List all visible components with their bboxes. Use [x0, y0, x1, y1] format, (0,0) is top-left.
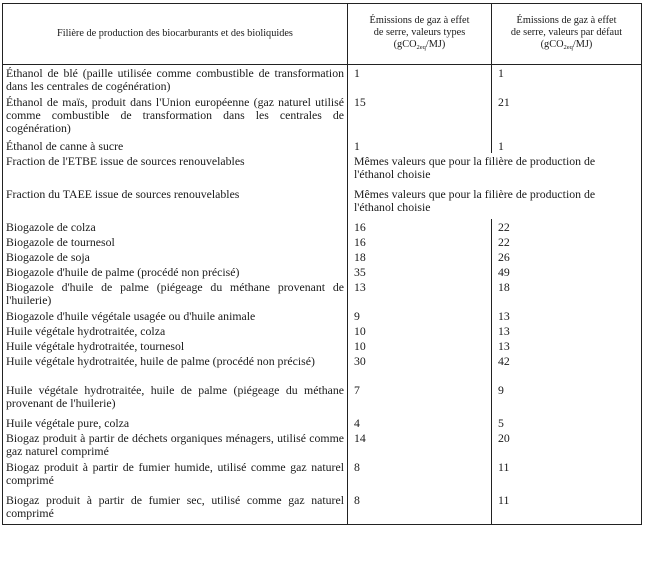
typical-value-cell: 10: [348, 323, 492, 338]
default-value-cell: 21: [492, 94, 642, 138]
pathway-cell: Biogaz produit à partir de fumier humide, utilisé comme gaz naturel comprimé: [3, 459, 348, 492]
unit-sub: 2eq: [563, 43, 573, 51]
table-row: [3, 353, 642, 382]
typical-value-cell: 8: [348, 459, 492, 492]
default-value-cell: 5: [492, 415, 642, 430]
merged-value-cell: Mêmes valeurs que pour la filière de production de l'éthanol choisie: [348, 153, 642, 186]
merged-value-cell: Mêmes valeurs que pour la filière de production de l'éthanol choisie: [348, 186, 642, 219]
table-row: [3, 234, 642, 249]
table-row: [3, 219, 642, 234]
unit-prefix: (gCO: [540, 38, 564, 50]
typical-value-cell: 14: [348, 430, 492, 459]
pathway-cell: Biogazole de soja: [3, 249, 348, 264]
table-row: [3, 323, 642, 338]
pathway-cell: Huile végétale hydrotraitée, huile de palme (procédé non précisé): [3, 353, 348, 382]
header-pathway: Filière de production des biocarburants et des bioliquides: [3, 4, 348, 65]
typical-value-cell: 15: [348, 94, 492, 138]
typical-value-cell: 30: [348, 353, 492, 382]
pathway-cell: Huile végétale pure, colza: [3, 415, 348, 430]
table-row: [3, 430, 642, 459]
default-value-cell: 13: [492, 323, 642, 338]
typical-value-cell: 4: [348, 415, 492, 430]
table-row: [3, 338, 642, 353]
typical-value-cell: 35: [348, 264, 492, 279]
typical-value-cell: 13: [348, 279, 492, 308]
emissions-table: [2, 3, 642, 525]
default-value-cell: 22: [492, 234, 642, 249]
pathway-cell: Biogazole d'huile végétale usagée ou d'huile animale: [3, 308, 348, 323]
default-value-cell: 13: [492, 308, 642, 323]
table-row: [3, 459, 642, 492]
pathway-cell: Éthanol de canne à sucre: [3, 138, 348, 153]
header-typical-unit: [394, 39, 446, 50]
table-header-row: [3, 4, 642, 65]
table-row: [3, 279, 642, 308]
header-default-line2: de serre, valeurs par défaut: [510, 26, 623, 38]
typical-value-cell: 7: [348, 382, 492, 415]
pathway-cell: Huile végétale hydrotraitée, colza: [3, 323, 348, 338]
typical-value-cell: 9: [348, 308, 492, 323]
typical-value-cell: 1: [348, 65, 492, 94]
pathway-cell: Biogazole de colza: [3, 219, 348, 234]
unit-suffix: /MJ): [572, 38, 593, 50]
unit-sub: 2eq: [416, 43, 426, 51]
typical-value-cell: 10: [348, 338, 492, 353]
table-row: [3, 249, 642, 264]
default-value-cell: 1: [492, 65, 642, 94]
header-default-line1: Émissions de gaz à effet: [516, 14, 617, 26]
pathway-cell: Biogazole de tournesol: [3, 234, 348, 249]
pathway-cell: Huile végétale hydrotraitée, huile de palme (piégeage du méthane provenant de l'huilerie): [3, 382, 348, 415]
pathway-cell: Huile végétale hydrotraitée, tournesol: [3, 338, 348, 353]
table-row: [3, 138, 642, 153]
table-row: [3, 382, 642, 415]
pathway-cell: Biogazole d'huile de palme (procédé non précisé): [3, 264, 348, 279]
pathway-cell: Biogaz produit à partir de fumier sec, utilisé comme gaz naturel comprimé: [3, 492, 348, 525]
typical-value-cell: 16: [348, 219, 492, 234]
header-typical-line1: Émissions de gaz à effet: [369, 14, 470, 26]
pathway-cell: Éthanol de blé (paille utilisée comme combustible de transformation dans les centrales de cogénération): [3, 65, 348, 94]
header-typical-values: [348, 4, 492, 65]
table-row: [3, 153, 642, 186]
pathway-cell: Fraction du TAEE issue de sources renouvelables: [3, 186, 348, 219]
unit-suffix: /MJ): [425, 38, 446, 50]
pathway-cell: Éthanol de maïs, produit dans l'Union européenne (gaz naturel utilisé comme combustible de transformation dans les centrales de cogénération): [3, 94, 348, 138]
default-value-cell: 9: [492, 382, 642, 415]
default-value-cell: 20: [492, 430, 642, 459]
default-value-cell: 22: [492, 219, 642, 234]
header-default-values: [492, 4, 642, 65]
table-row: [3, 264, 642, 279]
typical-value-cell: 8: [348, 492, 492, 525]
table-row: [3, 308, 642, 323]
pathway-cell: Fraction de l'ETBE issue de sources renouvelables: [3, 153, 348, 186]
table-row: [3, 415, 642, 430]
table-row: [3, 492, 642, 525]
default-value-cell: 13: [492, 338, 642, 353]
default-value-cell: 11: [492, 459, 642, 492]
default-value-cell: 26: [492, 249, 642, 264]
table-row: [3, 65, 642, 94]
default-value-cell: 49: [492, 264, 642, 279]
pathway-cell: Biogaz produit à partir de déchets organiques ménagers, utilisé comme gaz naturel comprimé: [3, 430, 348, 459]
header-default-unit: [541, 39, 593, 50]
typical-value-cell: 18: [348, 249, 492, 264]
default-value-cell: 42: [492, 353, 642, 382]
default-value-cell: 18: [492, 279, 642, 308]
typical-value-cell: 16: [348, 234, 492, 249]
table-row: [3, 186, 642, 219]
default-value-cell: 11: [492, 492, 642, 525]
typical-value-cell: 1: [348, 138, 492, 153]
table-row: [3, 94, 642, 138]
unit-prefix: (gCO: [393, 38, 417, 50]
header-typical-line2: de serre, valeurs types: [373, 26, 466, 38]
default-value-cell: 1: [492, 138, 642, 153]
pathway-cell: Biogazole d'huile de palme (piégeage du méthane provenant de l'huilerie): [3, 279, 348, 308]
